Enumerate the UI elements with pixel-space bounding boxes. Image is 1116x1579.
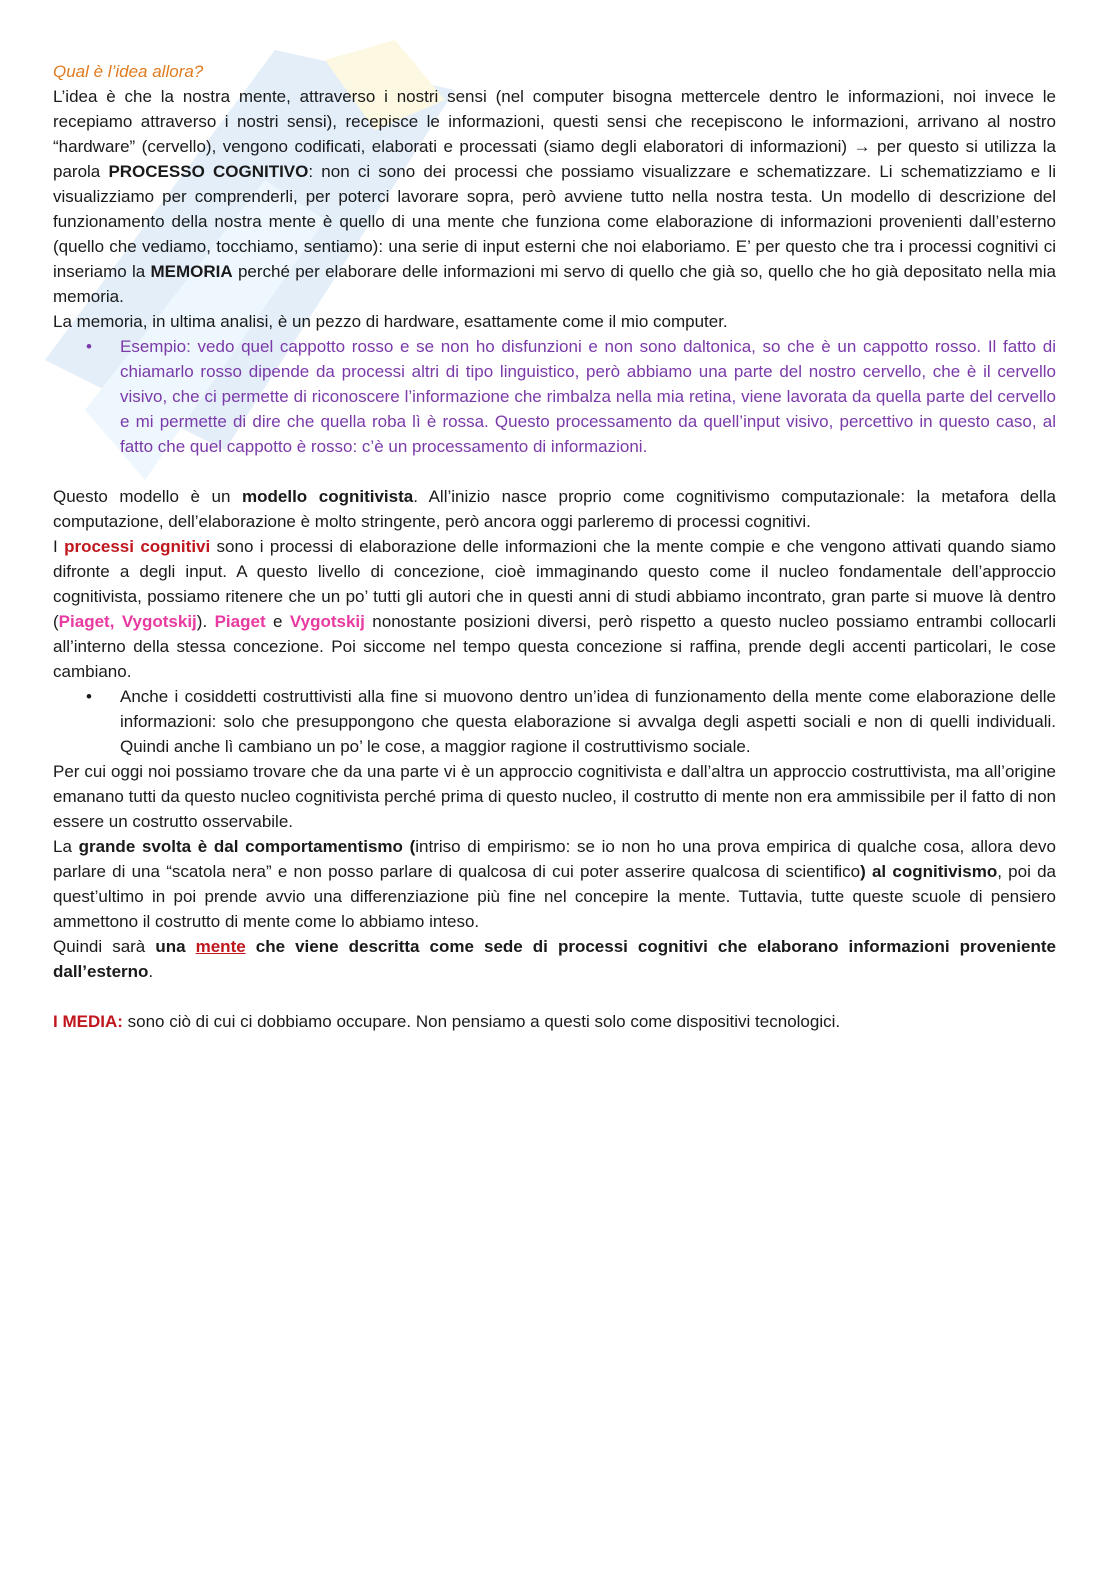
text-segment: per questo si utilizza la parola — [53, 137, 1056, 181]
text-segment: sono ciò di cui ci dobbiamo occupare. Non pensiamo a questi solo come dispositivi tecnologici. — [122, 1012, 841, 1031]
text-segment: L’idea è che la nostra mente, attraverso i nostri sensi (nel computer bisogna mettercele dentro le informazioni, noi invece le recepiamo attraverso i nostri sensi), recepisce le informazioni, questi sensi che recepiscono le informazioni, arrivano al nostro “hardware” (cervello), vengono codificati, elaborati e processati (siamo degli elaboratori di informazioni) — [53, 87, 1056, 156]
text-segment: Questo modello è un — [53, 487, 243, 506]
paragraph-media — [53, 1009, 1056, 1034]
list-item-costruttivisti — [53, 684, 1056, 759]
costruttivisti-text: Anche i cosiddetti costruttivisti alla fine si muovono dentro un’idea di funzionamento della mente come elaborazione delle informazioni: solo che presuppongono che questa elaborazione si avvalga degli aspetti sociali e non di quelli individuali. Quindi anche lì cambiano un po’ le cose, a maggior ragione il costruttivismo sociale. — [120, 687, 1056, 756]
highlight-i-media: I MEDIA: — [53, 1012, 123, 1031]
text-segment: . All’inizio nasce proprio come cognitivismo computazionale: la metafora della computazione, dell’elaborazione è molto stringente, però ancora oggi parleremo di processi cognitivi. — [53, 487, 1057, 531]
text-segment: intriso di empirismo: se io non ho una prova empirica di qualche cosa, allora devo parlare di una “scatola nera” e non posso parlare di qualcosa di cui poter asserire qualcosa di scientifico — [53, 837, 1056, 881]
highlight-processi-cognitivi: processi cognitivi — [64, 537, 211, 556]
text-segment: Quindi sarà — [53, 937, 156, 956]
highlight-authors: Piaget, Vygotskij — [58, 612, 197, 631]
bold-term-descrizione-mente: che viene descritta come sede di processi cognitivi che elaborano informazioni proveniente dall’esterno — [53, 937, 1056, 981]
spacer — [53, 984, 1056, 1009]
bold-term-modello-cognitivista: modello cognitivista — [242, 487, 414, 506]
bullet-icon: • — [86, 337, 92, 356]
arrow-icon: → — [853, 137, 871, 156]
text-segment: nonostante posizioni diversi, però rispetto a questo nucleo possiamo entrambi collocarli all’interno della stessa concezione. Poi siccome nel tempo questa concezione si raffina, prende degli accenti particolari, le cose cambiano. — [53, 612, 1056, 681]
paragraph-idea — [53, 84, 1056, 309]
example-list — [53, 334, 1056, 459]
paragraph-processi-cognitivi — [53, 534, 1056, 684]
text-segment: : non ci sono dei processi che possiamo visualizzare e schematizzare. Li schematizziamo e li visualizziamo per comprenderli, per poterci lavorare sopra, però avviene tutto nella nostra testa. Un modello di descrizione del funzionamento della nostra mente è quello di una mente che funziona come elaborazione di informazioni provenienti dall’esterno (quello che vediamo, tocchiamo, sentiamo): una serie di input esterni che noi elaboriamo. E’ per questo che tra i processi cognitivi ci inseriamo la — [53, 162, 1056, 281]
text-segment: , poi da quest’ultimo in poi prende avvio una differenziazione più fine nel concepire la mente. Tuttavia, tutte queste scuole di pensiero ammettono il costrutto di mente come lo abbiamo inteso. — [53, 862, 1057, 931]
text-segment: perché per elaborare delle informazioni mi servo di quello che già so, quello che ho già depositato nella mia memoria. — [53, 262, 1056, 306]
paragraph-approcci: Per cui oggi noi possiamo trovare che da una parte vi è un approccio cognitivista e dall’altra un approccio costruttivista, ma all’origine emanano tutti da questo nucleo cognitivista perché prima di questo nucleo, il costrutto di mente non era ammissibile per il fatto di non essere un costrutto osservabile. — [53, 762, 1056, 831]
text-segment: e — [265, 612, 290, 631]
example-text: Esempio: vedo quel cappotto rosso e se non ho disfunzioni e non sono daltonica, so che è un cappotto rosso. Il fatto di chiamarlo rosso dipende da processi altri di tipo linguistico, però abbiamo una parte del nostro cervello, che è il cervello visivo, che ci permette di riconoscere l’informazione che rimbalza nella mia retina, viene lavorata da quella parte del cervello e mi permette di dire che quella roba lì è rossa. Questo processamento da quell’input visivo, percettivo in questo caso, al fatto che quel cappotto è rosso: c’è un processamento di informazioni. — [120, 337, 1056, 456]
paragraph-modello — [53, 484, 1056, 534]
text-segment: I — [53, 537, 65, 556]
bold-term-memoria: MEMORIA — [150, 262, 233, 281]
bold-term-cognitivismo: ) al cognitivismo — [860, 862, 998, 881]
document-page — [53, 59, 1056, 1034]
highlight-vygotskij: Vygotskij — [289, 612, 365, 631]
paragraph-mente — [53, 934, 1056, 984]
bold-term-processo-cognitivo: PROCESSO COGNITIVO — [108, 162, 309, 181]
text-segment: sono i processi di elaborazione delle informazioni che la mente compie e che vengono attivati quando siamo difronte a degli input. A questo livello di concezione, cioè immaginando questo come il nucleo fondamentale dell’approccio cognitivista, possiamo ritenere che un po’ tutti gli autori che in questi anni di studi abbiamo incontrato, gran parte si muove là dentro ( — [53, 537, 1056, 631]
list-item-example — [53, 334, 1056, 459]
paragraph-svolta — [53, 834, 1056, 934]
highlight-mente: mente — [195, 937, 246, 956]
text-segment: ). — [196, 612, 215, 631]
bold-term-una: una — [155, 937, 196, 956]
bold-term-svolta: grande svolta è dal comportamentismo ( — [78, 837, 416, 856]
bullet-icon: • — [86, 687, 92, 706]
costruttivisti-list — [53, 684, 1056, 759]
paragraph-memoria: La memoria, in ultima analisi, è un pezzo di hardware, esattamente come il mio computer. — [53, 312, 728, 331]
text-segment: La — [53, 837, 79, 856]
text-segment: . — [148, 962, 154, 981]
highlight-piaget: Piaget — [214, 612, 266, 631]
spacer — [53, 459, 1056, 484]
section-heading: Qual è l’idea allora? — [53, 62, 204, 81]
